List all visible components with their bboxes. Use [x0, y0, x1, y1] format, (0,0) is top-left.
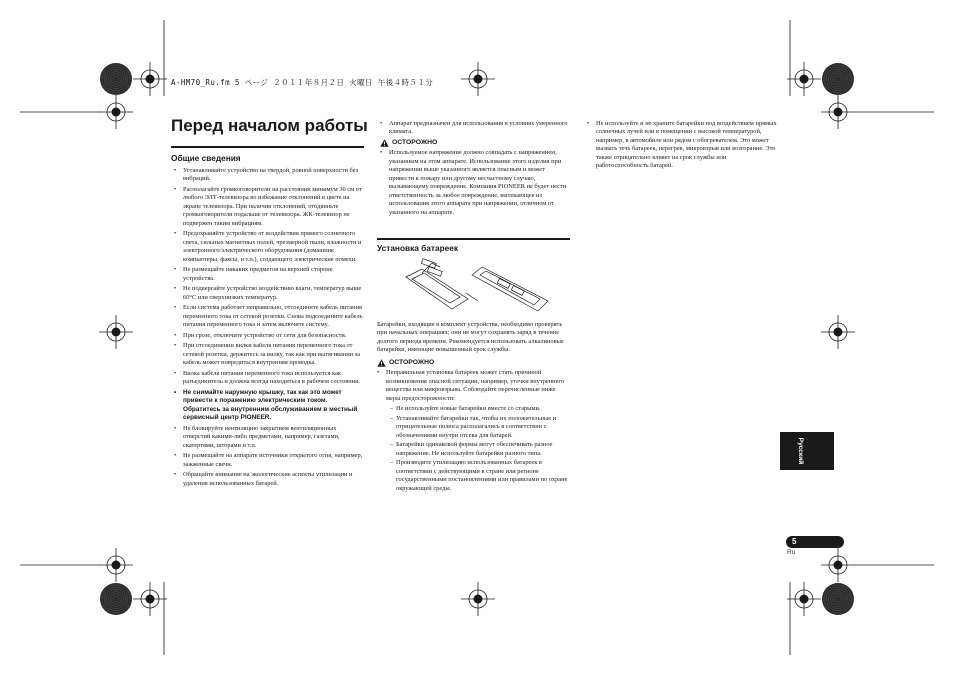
- list-item: • Обращайте внимание на экологические аспекты утилизации и удаления использованных батарей.: [174, 471, 365, 488]
- list-item: – Не используйте новые батарейки вместе со старыми.: [390, 405, 570, 413]
- page-number-badge: 5: [786, 536, 844, 548]
- caution-title-2: ОСТОРОЖНО: [377, 359, 570, 367]
- battery-install-illustration: [402, 255, 552, 317]
- page-title: Перед началом работы: [171, 116, 368, 135]
- list-item: • Располагайте громкоговорители на расстоянии минимум 30 см от любого ЭЛТ-телевизора во избежание отклонений в цвете на экране телевизора. При наличии отклонений, отодвиньте громкоговорители подальше от телевизора. ЖК-телевизор не подвержен таким вибрациям.: [174, 186, 365, 228]
- list-item: • Не подвергайте устройство воздействию влаги, температур выше 60°C или сверхнизких температур.: [174, 285, 365, 302]
- battery-paragraph: Батарейки, входящие в комплект устройства, необходимо проверять при начальных операциях; они не могут сохранять заряд в течение долгого периода времени. Рекомендуется использовать алкалиновые батарейки, имеющие повышенный срок службы.: [377, 321, 564, 354]
- list-item: • Не размещайте на аппарате источники открытого огня, например, зажженные свечи.: [174, 452, 365, 469]
- list-item: – Производите утилизацию использованных батареек в соответствии с действующими в стране или регионе государственными постановлениями или правилами по охране окружающей среды.: [390, 459, 570, 493]
- color-bar-disk: [822, 63, 854, 95]
- list-item: • При отсоединении вилки кабеля питания переменного тока от сетевой розетки, держитесь за вилку, так как при вытягивании за кабель может повредиться внутренняя проводка.: [174, 342, 365, 367]
- warning-icon: [380, 139, 389, 147]
- color-bar-disk: [100, 63, 132, 95]
- list-item: • Если система работает неправильно, отсоедините кабель питания переменного тока от сетевой розетки. Снова подсоедините кабель питания переменного тока и затем включите систему.: [174, 304, 365, 329]
- list-item: • Не блокируйте вентиляцию закрытием вентиляционных отверстий какими-либо предметами, например, газетами, скатертями, шторами и т.п.: [174, 425, 365, 450]
- section-rule: [377, 238, 570, 240]
- list-item: • Аппарат предназначен для использования в условиях умеренного климата.: [380, 120, 570, 137]
- column-3: [587, 120, 777, 173]
- list-item: – Батарейки одинаковой формы могут обеспечивать разное напряжение. Не используйте батарейки разного типа.: [390, 441, 570, 458]
- section-heading-battery: Установка батареек: [377, 243, 459, 253]
- list-item: • Устанавливайте устройство на твердой, ровной поверхности без вибраций.: [174, 167, 365, 184]
- section-rule: [171, 146, 364, 148]
- caution-title: ОСТОРОЖНО: [380, 139, 570, 147]
- battery-precautions-list: [390, 405, 570, 493]
- section-heading-general: Общие сведения: [171, 153, 241, 163]
- list-item: • Не используйте и не храните батарейки под воздействием прямых солнечных лучей или в помещении с высокой температурой, например, в автомобиле или рядом с обогревателем. Это может вызвать течь батареек, перегрев, микровзрыв или возгорание. Это также отрицательно влияет на срок службы или работоспособность батарей.: [587, 120, 777, 171]
- list-item: • Вилка кабеля питания переменного тока используется как разъединитель и должна всегда находиться в рабочем состоянии.: [174, 370, 365, 387]
- color-bar-disk: [100, 583, 132, 615]
- list-item: • Не снимайте наружную крышку, так как это может привести к поражению электрическим током. Обратитесь за внутренним обслуживанием в местный сервисный центр PIONEER.: [174, 389, 365, 423]
- column-2-lower: [377, 321, 570, 494]
- column-2: [380, 120, 570, 219]
- general-list-container: [174, 167, 365, 490]
- list-item: • Используемое напряжение должно совпадать с напряжением, указанным на этом аппарате. Использование этого изделия при напряжении выше указанного является опасным и может привести к пожару или другому несчастному случаю, вызывающему повреждение. Компания PIONEER не будет нести ответственность за любое повреждение, вытекающее из использования этого аппарата при напряжении, отличном от указанного на аппарате.: [380, 149, 570, 217]
- color-bar-disk: [822, 583, 854, 615]
- page-language-code: Ru: [787, 549, 796, 556]
- list-item: • Не размещайте никаких предметов на верхней стороне устройства.: [174, 266, 365, 283]
- list-item: • Неправильная установка батареек может стать причиной возникновения опасной ситуации, например, утечки внутреннего вещества или микровзрыва. Соблюдайте перечисленные ниже меры предосторожности:: [377, 369, 570, 403]
- list-item: • Предохраняйте устройство от воздействия прямого солнечного света, сильных магнитных полей, чрезмерной пыли, влажности и электронного/электрического оборудования (домашние компьютеры, факсы, и т.п.), создающего электрические помехи.: [174, 230, 365, 264]
- warning-icon: [377, 359, 386, 367]
- file-header: A-HM70_Ru.fm 5 ページ ２０１１年８月２日 火曜日 午後４時５１分: [171, 78, 434, 87]
- list-item: – Устанавливайте батарейки так, чтобы их положительные и отрицательные полюса располагались в соответствии с обозначениями внутри отсека для батарей.: [390, 415, 570, 440]
- list-item: • При грозе, отключите устройство от сети для безопасности.: [174, 332, 365, 340]
- language-side-tab: Русский: [780, 432, 834, 470]
- general-list: [174, 167, 365, 488]
